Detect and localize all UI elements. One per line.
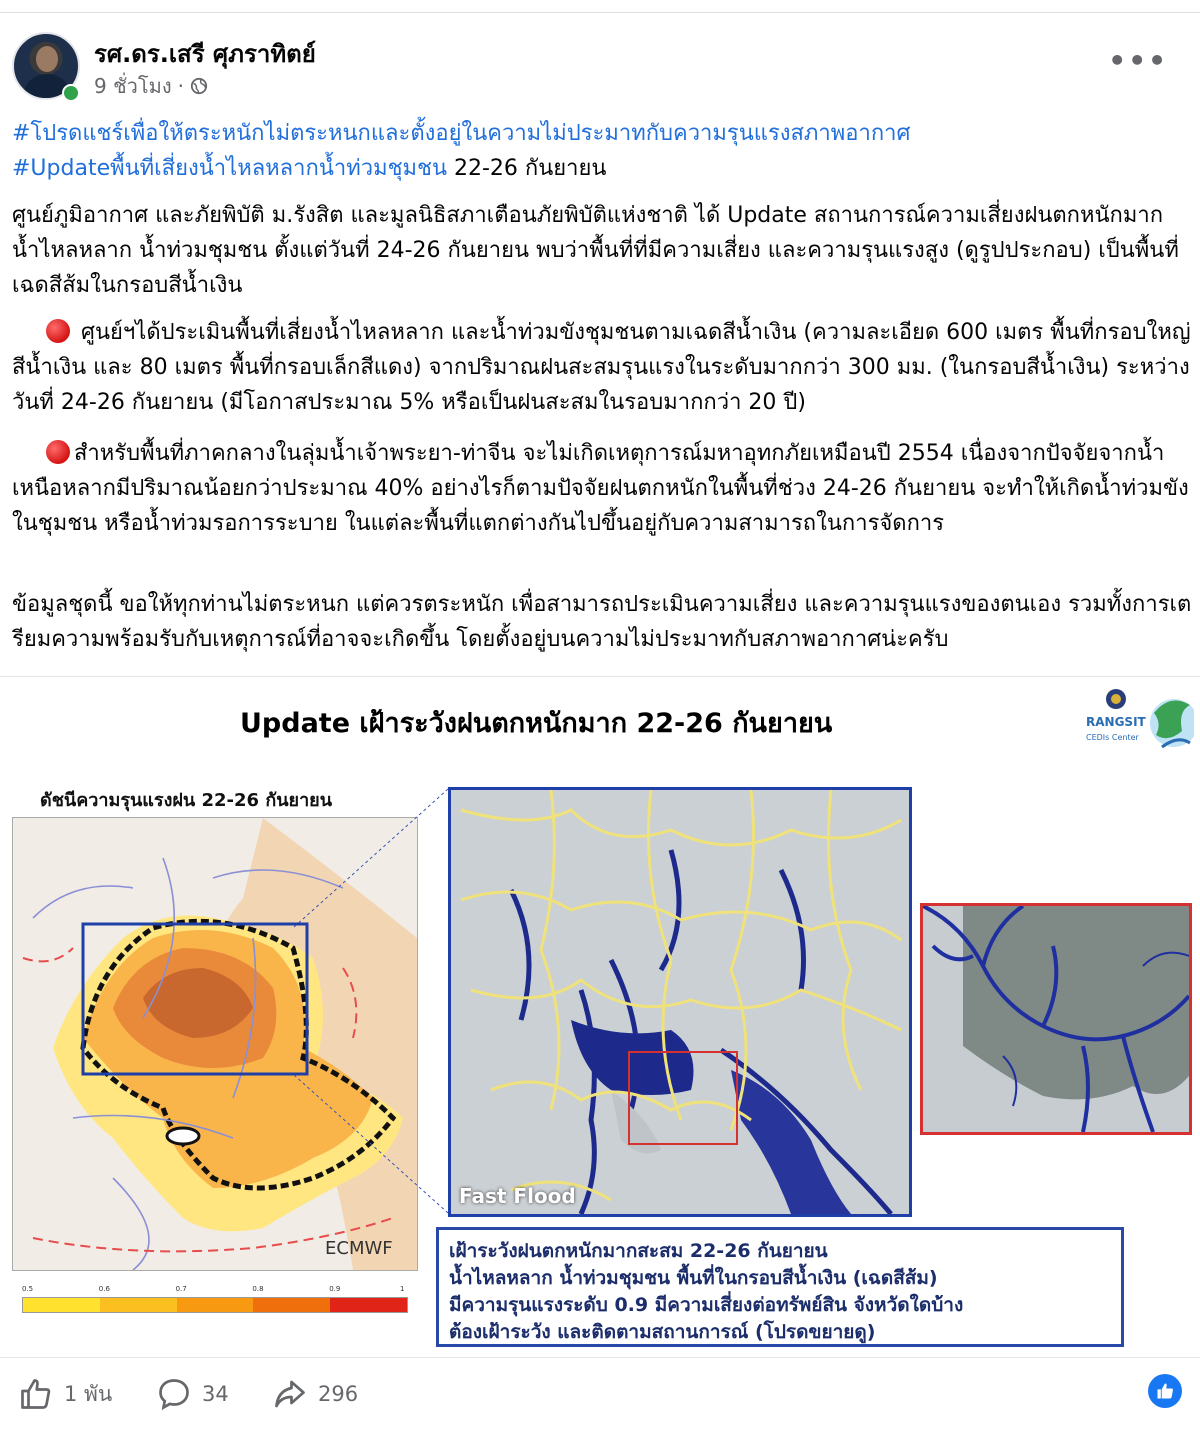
post-header — [12, 32, 1188, 102]
more-icon[interactable]: ••• — [1108, 44, 1168, 77]
like-count: 1 พัน — [64, 1381, 113, 1406]
post-action-bar — [0, 1362, 1200, 1424]
red-circle-icon — [46, 319, 70, 343]
caption-line-1: เฝ้าระวังฝนตกหนักมากสะสม 22-26 กันยายน — [449, 1240, 828, 1262]
paragraph-1: ศูนย์ภูมิอากาศ และภัยพิบัติ ม.รังสิต และมูลนิธิสภาเตือนภัยพิบัติแห่งชาติ ได้ Update สถานการณ์ความเสี่ยงฝนตกหนักมาก น้ำไหลหลาก น้ำท่วมชุมชน ตั้งแต่วันที่ 24-26 กันยายน พบว่าพื้นที่ที่มีความเสี่ยง และความรุนแรงสูง (ดูรูปประกอบ) เป็นพื้นที่เฉดสีส้มในกรอบสีน้ำเงิน — [12, 203, 1179, 298]
scale-tick-label: 0.8 — [252, 1285, 264, 1293]
paragraph-3-text: สำหรับพื้นที่ภาคกลางในลุ่มน้ำเจ้าพระยา-ท่าจีน จะไม่เกิดเหตุการณ์มหาอุทกภัยเหมือนปี 2554 เนื่องจากปัจจัยจากน้ำเหนือหลากมีปริมาณน้อยกว่าประมาณ 40% อย่างไรก็ตามปัจจัยฝนตกหนักในพื้นที่ช่วง 24-26 กันยายน จะทำให้เกิดน้ำท่วมขังในชุมชน หรือน้ำท่วมรอการระบาย ในแต่ละพื้นที่แตกต่างกันไปขึ้นอยู่กับความสามารถในการจัดการ — [12, 441, 1189, 536]
logo-text: RANGSIT — [1086, 715, 1146, 729]
figure-caption-box — [436, 1227, 1124, 1347]
fast-flood-label: Fast Flood — [459, 1184, 576, 1208]
paragraph-2-text: ศูนย์ฯได้ประเมินพื้นที่เสี่ยงน้ำไหลหลาก และน้ำท่วมขังชุมชนตามเฉดสีน้ำเงิน (ความละเอียด 600 เมตร พื้นที่กรอบใหญ่สีน้ำเงิน และ 80 เมตร พื้นที่กรอบเล็กสีแดง) จากปริมาณฝนสะสมรุนแรงในระดับมากกว่า 300 มม. (ในกรอบสีน้ำเงิน) ระหว่างวันที่ 24-26 กันยายน (มีโอกาสประมาณ 5% หรือเป็นฝนสะสมในรอบมากกว่า 20 ปี) — [12, 320, 1191, 415]
scale-tick-label: 0.5 — [22, 1285, 34, 1293]
separator: · — [177, 74, 184, 98]
scale-tick-label: 0.6 — [98, 1285, 110, 1293]
scale-tick-label: 1 — [400, 1285, 405, 1293]
caption-line-3: มีความรุนแรงระดับ 0.9 มีความเสี่ยงต่อทรัพย์สิน จังหวัดใดบ้าง — [449, 1294, 964, 1316]
caption-line-4: ต้องเฝ้าระวัง และติดตามสถานการณ์ (โปรดขยายดู) — [449, 1321, 876, 1343]
model-label: ECMWF — [325, 1238, 393, 1259]
share-button[interactable] — [272, 1376, 358, 1412]
hashtag-line-2 — [12, 151, 1192, 186]
red-circle-icon — [46, 440, 70, 464]
share-count: 296 — [318, 1382, 359, 1406]
globe-icon — [190, 77, 208, 95]
author-name[interactable]: รศ.ดร.เสรี ศุภราทิตย์ — [94, 40, 316, 68]
top-divider — [0, 12, 1200, 13]
scale-tick-label: 0.7 — [175, 1285, 187, 1293]
time-label: 9 ชั่วโมง — [94, 74, 172, 98]
paragraph-2 — [12, 315, 1192, 420]
rain-index-map-title: ดัชนีความรุนแรงฝน 22-26 กันยายน — [40, 790, 333, 811]
like-button[interactable] — [18, 1376, 112, 1412]
online-status-dot — [62, 84, 80, 102]
paragraph-4: ข้อมูลชุดนี้ ขอให้ทุกท่านไม่ตระหนก แต่ควรตระหนัก เพื่อสามารถประเมินความเสี่ยง และความรุนแรงของตนเอง รวมทั้งการเตรียมความพร้อมรับกับเหตุการณ์ที่อาจจะเกิดขึ้น โดยตั้งอยู่บนความไม่ประมาทกับสภาพอากาศน่ะครับ — [12, 592, 1192, 652]
post-timestamp[interactable] — [94, 70, 208, 102]
logo-subtext: CEDIs Center — [1086, 733, 1139, 742]
paragraph-3 — [12, 436, 1192, 541]
hashtag-date: 22-26 กันยายน — [446, 156, 607, 181]
like-icon — [18, 1376, 54, 1412]
comment-icon — [156, 1376, 192, 1412]
post-image[interactable] — [0, 676, 1200, 1358]
zoom-detail-map — [920, 903, 1192, 1135]
comment-count: 34 — [202, 1382, 229, 1406]
hashtag-share[interactable]: #โปรดแชร์เพื่อให้ตระหนักไม่ตระหนกและตั้งอยู่ในความไม่ประมาทกับความรุนแรงสภาพอากาศ — [12, 121, 911, 146]
like-badge-icon[interactable] — [1148, 1374, 1182, 1408]
scale-tick-label: 0.9 — [329, 1285, 341, 1293]
fast-flood-map — [448, 787, 912, 1217]
hashtag-update[interactable]: #Updateพื้นที่เสี่ยงน้ำไหลหลากน้ำท่วมชุมชน — [12, 156, 447, 181]
caption-line-2: น้ำไหลหลาก น้ำท่วมชุมชน พื้นที่ในกรอบสีน้ำเงิน (เฉดสีส้ม) — [449, 1267, 938, 1289]
share-icon — [272, 1376, 308, 1412]
comment-button[interactable] — [156, 1376, 229, 1412]
figure-title: Update เฝ้าระวังฝนตกหนักมาก 22-26 กันยายน — [240, 708, 833, 739]
hashtag-line-1 — [12, 116, 1192, 151]
